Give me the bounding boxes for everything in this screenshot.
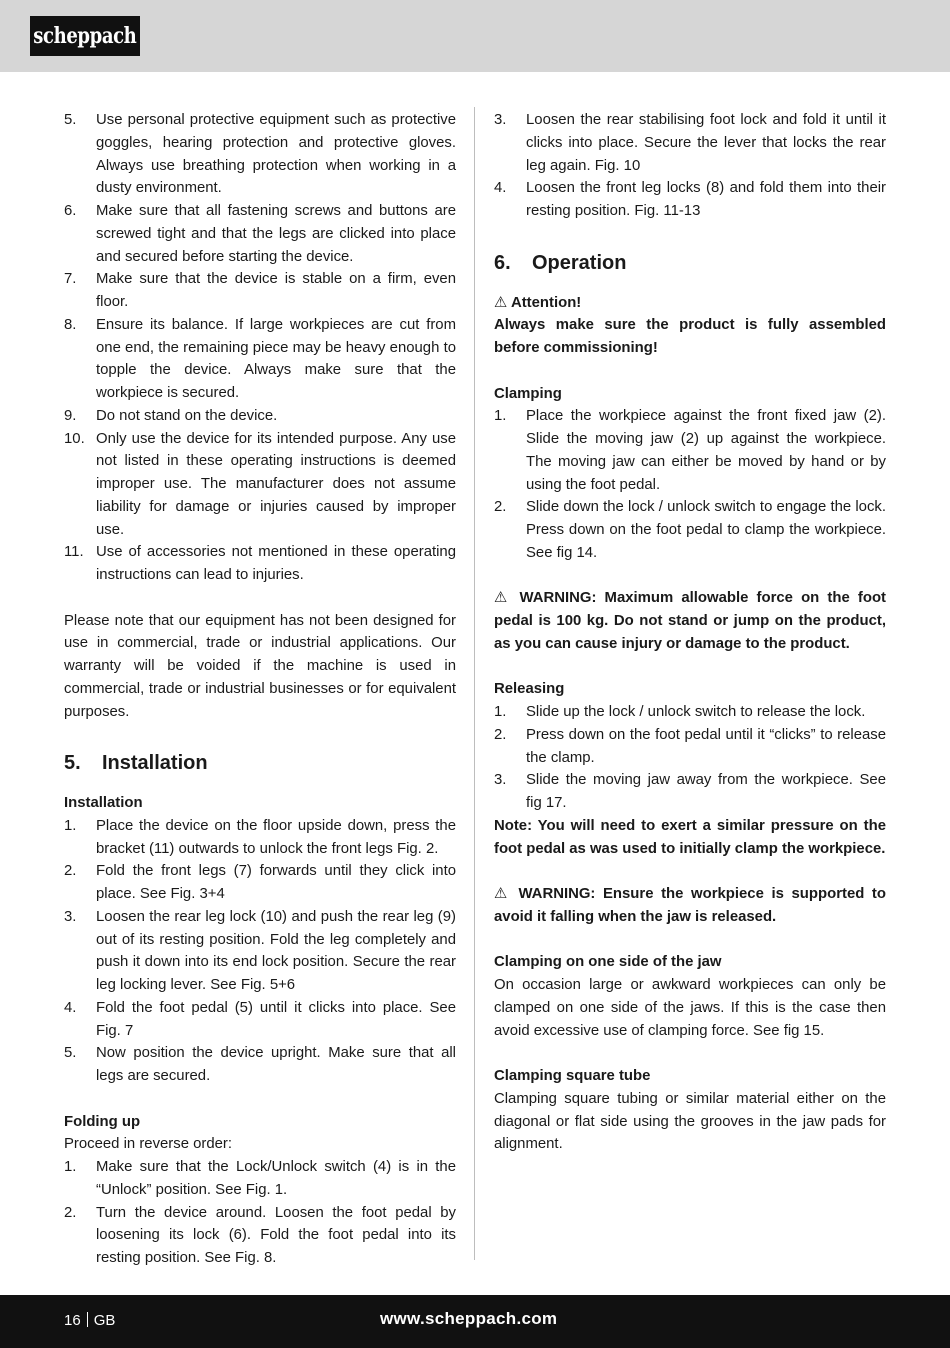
item-text: Slide the moving jaw away from the workpiece. See fig 17. xyxy=(526,772,886,811)
item-number: 5. xyxy=(64,1045,77,1062)
list-item xyxy=(64,1202,456,1270)
warning-triangle-icon: ⚠ xyxy=(494,590,512,607)
item-text: Use of accessories not mentioned in these operating instructions can lead to injuries. xyxy=(96,544,456,583)
folding-list xyxy=(64,1156,456,1270)
item-text: Do not stand on the device. xyxy=(96,407,278,424)
list-item xyxy=(494,109,886,177)
list-item xyxy=(64,428,456,542)
item-number: 1. xyxy=(64,1159,77,1175)
installation-list xyxy=(64,815,456,1088)
section-heading xyxy=(494,252,886,274)
list-item xyxy=(494,701,886,724)
item-number: 11. xyxy=(64,544,84,561)
warning-triangle-icon: ⚠ xyxy=(494,886,511,902)
list-item xyxy=(64,1156,456,1202)
list-item xyxy=(494,405,886,496)
list-item xyxy=(494,496,886,564)
subheading: Releasing xyxy=(494,681,565,698)
item-text: Now position the device upright. Make sure that all legs are secured. xyxy=(96,1045,456,1084)
list-item xyxy=(64,200,456,268)
website-link[interactable]: www.scheppach.com xyxy=(380,1309,558,1328)
item-text: Make sure that the device is stable on a firm, even floor. xyxy=(96,271,456,310)
warning-paragraph xyxy=(494,883,886,929)
warning-triangle-icon: ⚠ xyxy=(494,294,508,311)
page-footer xyxy=(0,1295,950,1348)
list-item xyxy=(64,541,456,587)
attention-heading xyxy=(494,292,886,315)
releasing-note: Note: You will need to exert a similar pressure on the foot pedal as was used to initially clamp the workpiece. xyxy=(494,817,886,857)
item-number: 2. xyxy=(64,863,77,880)
clamping-list xyxy=(494,405,886,564)
one-side-text: On occasion large or awkward workpieces can only be clamped on one side of the jaws. If this is the case then avoid excessive use of clamping force. See fig 15. xyxy=(494,977,886,1039)
item-text: Ensure its balance. If large workpieces are cut from one end, the remaining piece may be heavy enough to topple the device. Always make sure that the workpiece is secured. xyxy=(96,316,456,401)
item-text: Make sure that the Lock/Unlock switch (4) is in the “Unlock” position. See Fig. 1. xyxy=(96,1159,456,1198)
item-number: 7. xyxy=(64,271,77,288)
commercial-use-note: Please note that our equipment has not been designed for use in commercial, trade or industrial applications. Our warranty will be voided if the machine is used in commercial, trade or industrial businesses or for equivalent purposes. xyxy=(64,612,456,720)
section-number: 5. xyxy=(64,752,81,774)
square-tube-text: Clamping square tubing or similar material either on the diagonal or flat side using the grooves in the jaw pads for alignment. xyxy=(494,1090,886,1153)
item-number: 3. xyxy=(494,772,507,789)
section-title: Installation xyxy=(102,752,208,774)
subheading: Installation xyxy=(64,795,143,811)
attention-label: Attention! xyxy=(510,294,582,311)
item-number: 4. xyxy=(64,999,77,1016)
item-text: Loosen the rear stabilising foot lock and fold it until it clicks into place. Secure the lever that locks the rear leg again. Fig. 10 xyxy=(526,112,886,174)
left-column xyxy=(64,109,456,1270)
brand-logo xyxy=(30,16,140,56)
folding-intro: Proceed in reverse order: xyxy=(64,1136,233,1153)
subheading: Folding up xyxy=(64,1113,141,1130)
page-number: 16 xyxy=(64,1312,81,1329)
list-item xyxy=(64,906,456,997)
list-item xyxy=(64,268,456,314)
item-text: Loosen the rear leg lock (10) and push the rear leg (9) out of its resting position. Fold the leg completely and push it down into its end lock position. Secure the rear leg locking lever. See Fig. 5+6 xyxy=(96,908,456,993)
section-heading xyxy=(64,752,456,774)
item-number: 9. xyxy=(64,407,77,424)
item-text: Slide up the lock / unlock switch to release the lock. xyxy=(526,704,866,720)
item-number: 10. xyxy=(64,430,85,447)
warning-text: WARNING: Ensure the workpiece is supported to avoid it falling when the jaw is released. xyxy=(494,886,886,925)
item-text: Fold the front legs (7) forwards until they click into place. See Fig. 3+4 xyxy=(96,863,456,902)
item-number: 3. xyxy=(494,112,507,128)
section-number: 6. xyxy=(494,251,511,274)
item-number: 8. xyxy=(64,316,77,333)
list-item xyxy=(494,769,886,815)
item-text: Fold the foot pedal (5) until it clicks into place. See Fig. 7 xyxy=(96,999,456,1039)
list-item xyxy=(64,109,456,200)
list-item xyxy=(494,724,886,770)
item-number: 1. xyxy=(494,408,507,425)
language-code: GB xyxy=(93,1312,116,1329)
list-item xyxy=(494,177,886,223)
item-number: 1. xyxy=(494,704,507,720)
footer-separator xyxy=(87,1312,88,1327)
right-column xyxy=(494,109,886,1156)
item-text: Only use the device for its intended purpose. Any use not listed in these operating instructions is deemed improper use. The manufacturer does not assume liability for damage or injuries caused by improper use. xyxy=(96,430,456,538)
item-text: Turn the device around. Loosen the foot pedal by loosening its lock (6). Fold the foot pedal into its resting position. See Fig. 8. xyxy=(96,1204,456,1266)
safety-list xyxy=(64,109,456,587)
item-number: 5. xyxy=(64,112,77,128)
item-number: 2. xyxy=(494,499,507,516)
list-item xyxy=(64,314,456,405)
item-text: Place the device on the floor upside down, press the bracket (11) outwards to unlock the front legs Fig. 2. xyxy=(96,817,456,857)
section-title: Operation xyxy=(532,251,627,274)
subheading: Clamping on one side of the jaw xyxy=(494,954,722,971)
item-text: Slide down the lock / unlock switch to engage the lock. Press down on the foot pedal to clamp the workpiece. See fig 14. xyxy=(526,499,886,561)
item-number: 2. xyxy=(64,1204,77,1221)
item-number: 3. xyxy=(64,908,77,925)
folding-list-continued xyxy=(494,109,886,223)
item-number: 4. xyxy=(494,180,507,197)
page-header xyxy=(0,0,950,72)
list-item xyxy=(64,860,456,906)
column-divider xyxy=(474,107,475,1260)
item-number: 1. xyxy=(64,817,77,834)
list-item xyxy=(64,1042,456,1088)
item-text: Press down on the foot pedal until it “clicks” to release the clamp. xyxy=(526,726,886,766)
page-number-block xyxy=(64,1311,115,1331)
list-item xyxy=(64,997,456,1043)
item-text: Make sure that all fastening screws and buttons are screwed tight and that the legs are clicked into place and secured before starting the device. xyxy=(96,203,456,265)
item-text: Loosen the front leg locks (8) and fold them into their resting position. Fig. 11-13 xyxy=(526,180,886,219)
releasing-list xyxy=(494,701,886,815)
item-number: 6. xyxy=(64,203,77,219)
warning-text: WARNING: Maximum allowable force on the foot pedal is 100 kg. Do not stand or jump on the product, as you can cause injury or damage to the product. xyxy=(494,590,886,652)
item-text: Place the workpiece against the front fixed jaw (2). Slide the moving jaw (2) up against the workpiece. The moving jaw can either be moved by hand or by using the foot pedal. xyxy=(526,408,886,493)
brand-logo-text: scheppach xyxy=(33,23,137,49)
list-item xyxy=(64,405,456,428)
item-text: Use personal protective equipment such as protective goggles, hearing protection and protective gloves. Always use breathing protection when working in a dusty environment. xyxy=(96,112,456,197)
attention-text: Always make sure the product is fully assembled before commissioning! xyxy=(494,317,886,356)
list-item xyxy=(64,815,456,861)
subheading: Clamping square tube xyxy=(494,1068,651,1084)
item-number: 2. xyxy=(494,726,507,743)
subheading: Clamping xyxy=(494,385,562,402)
warning-paragraph xyxy=(494,587,886,655)
